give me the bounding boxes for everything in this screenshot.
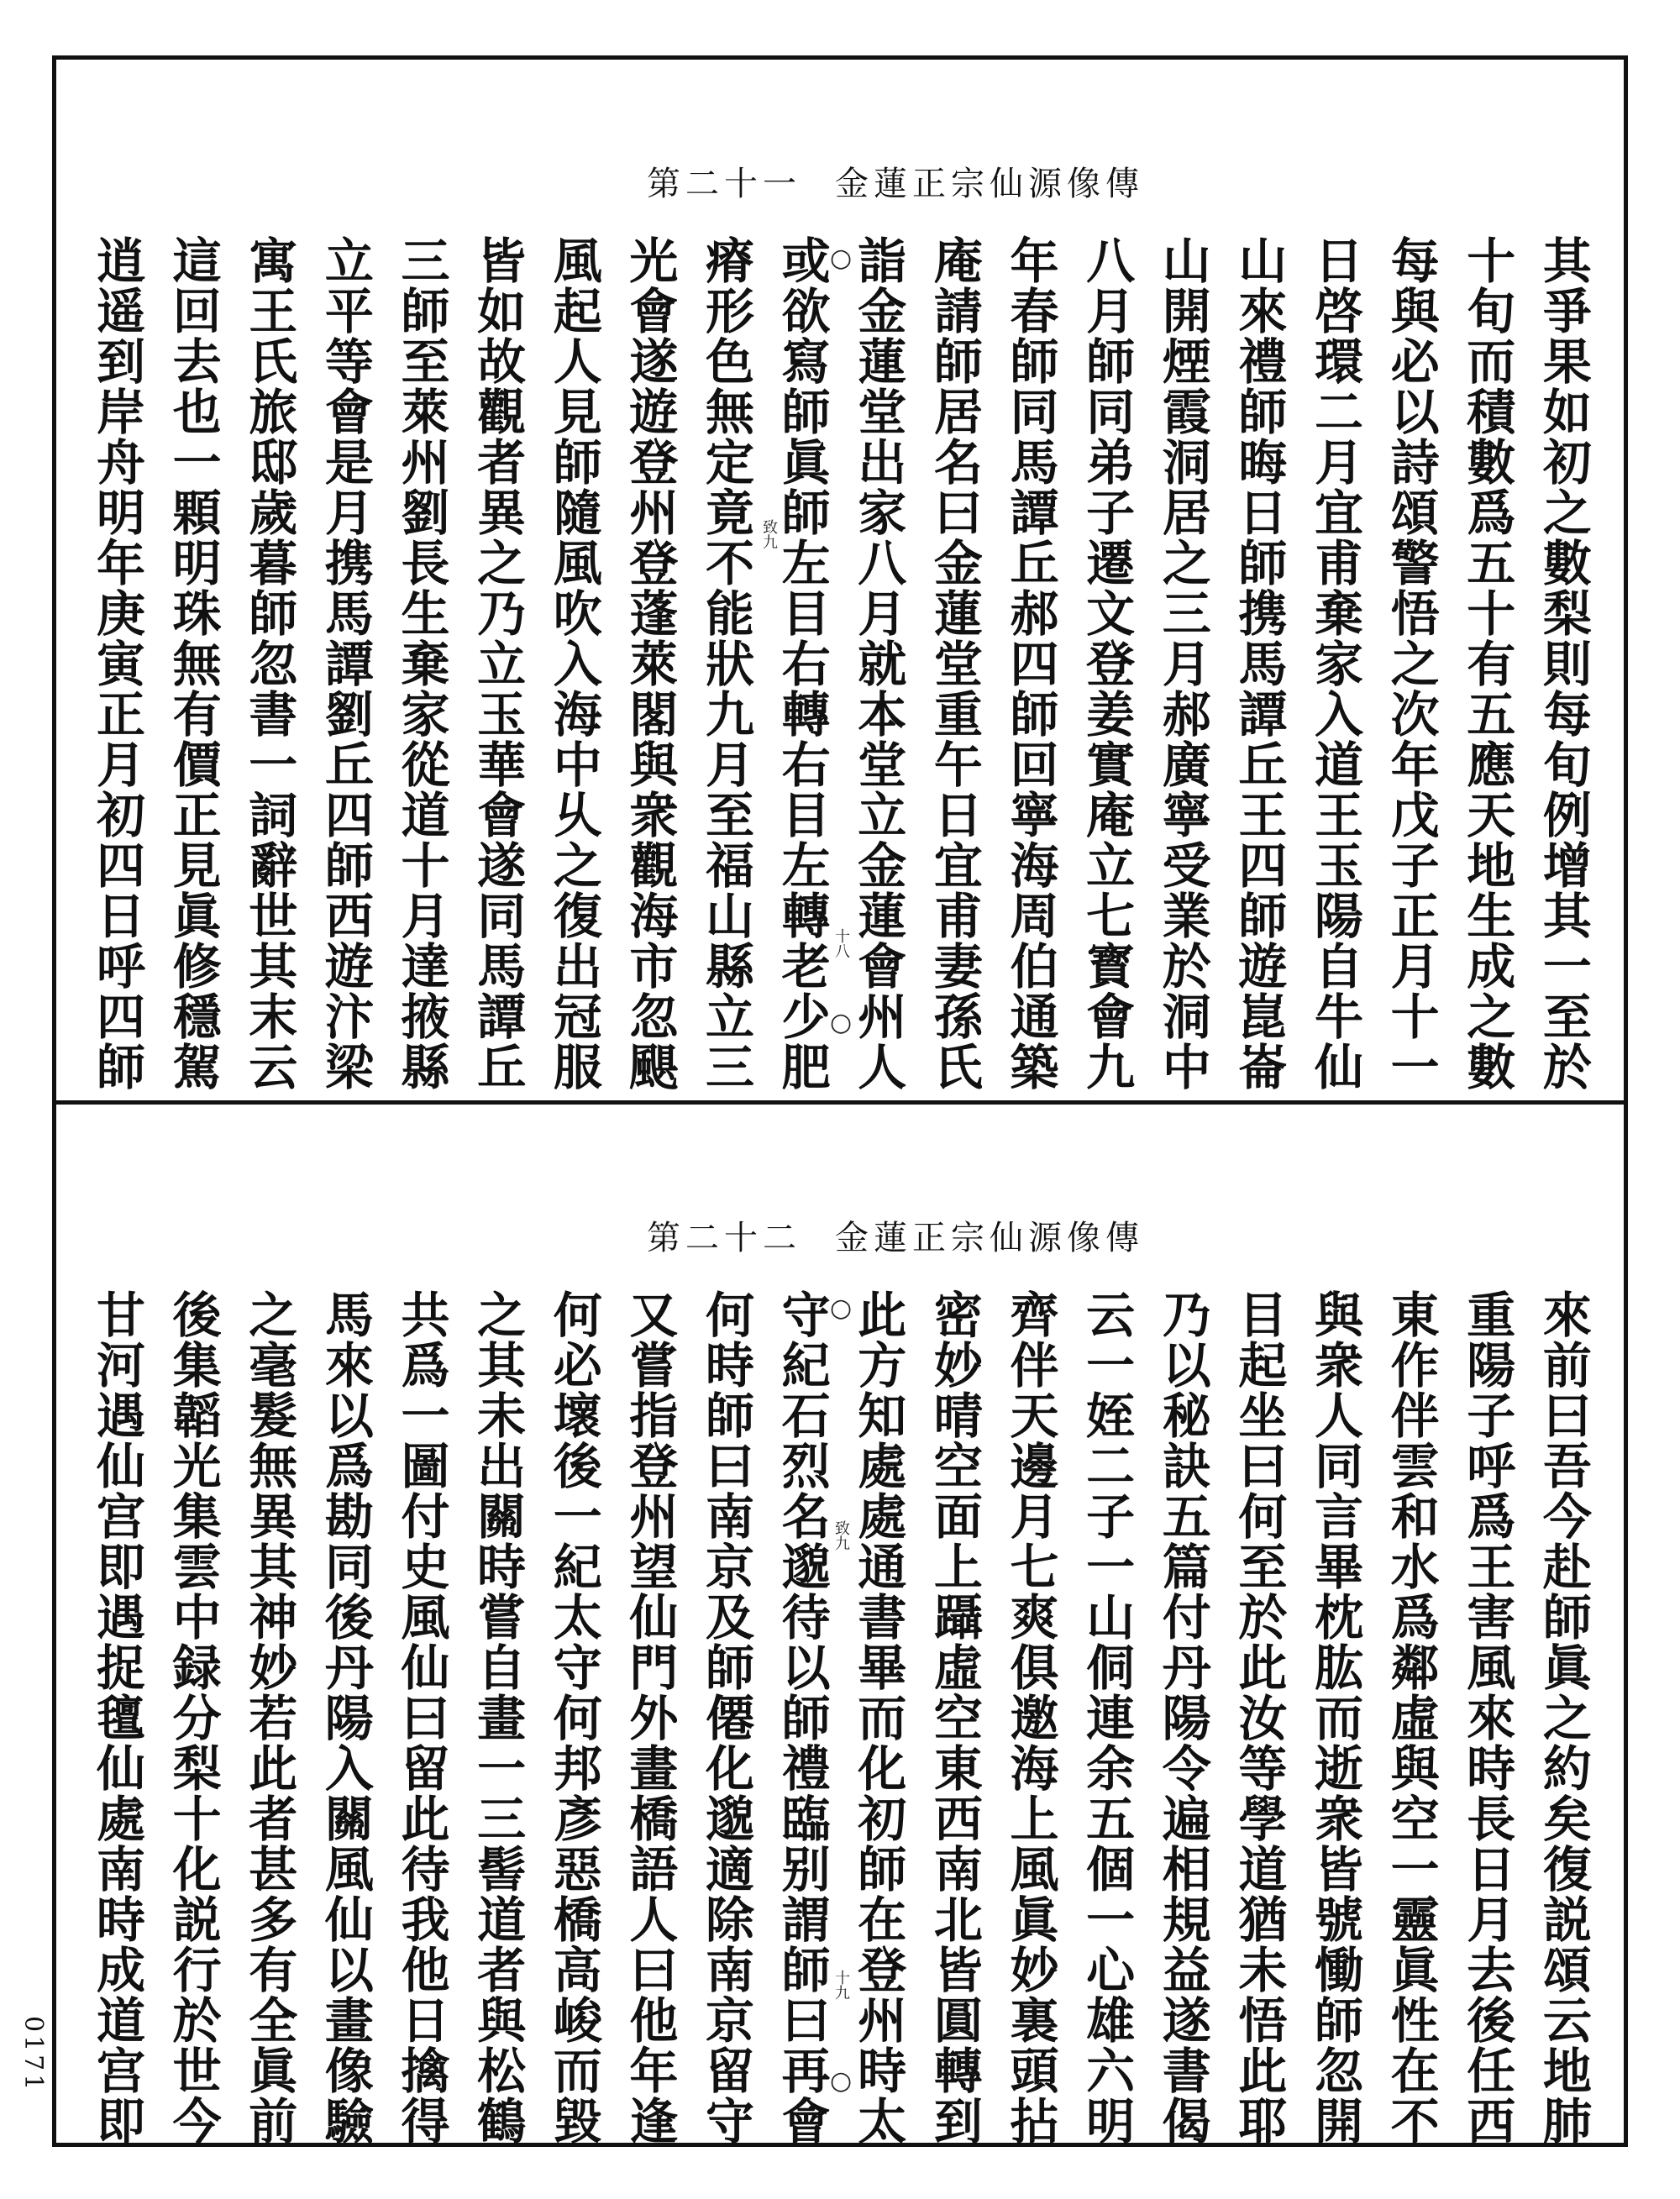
circle-mark: ○	[830, 244, 853, 273]
text-column: 皆如故觀者異之乃立玉華會遂同馬譚丘	[469, 235, 527, 1092]
text-column: 每與必以詩頌警悟之次年戊子正月十一	[1382, 235, 1440, 1092]
text-column: 與衆人同言畢枕肱而逝衆皆號慟師忽開	[1306, 1289, 1363, 2146]
margin-mark: 十八	[832, 928, 850, 958]
top-header-title: 金蓮正宗仙源像傳	[835, 164, 1144, 203]
margin-mark: 致九	[760, 519, 778, 549]
bottom-header	[647, 1210, 1144, 1260]
text-column: 乃以秘訣五篇付丹陽令遍相規益遂書偈	[1153, 1289, 1211, 2146]
margin-mark: 致九	[832, 1520, 850, 1551]
text-column: 日啓環二月宜甫棄家入道王玉陽自牛仙	[1306, 235, 1363, 1092]
top-header	[647, 155, 1144, 206]
top-header-page: 第二十一	[647, 164, 801, 203]
text-column: 其爭果如初之數梨則每旬例增其一至於	[1534, 235, 1592, 1092]
text-column: 庵請師居名曰金蓮堂重午日宜甫妻孫氏	[925, 235, 983, 1092]
text-column: 逍遥到岸舟明年庚寅正月初四日呼四師	[88, 235, 145, 1092]
text-column: 又嘗指登州望仙門外畫橋語人曰他年逢	[621, 1289, 679, 2146]
text-column: 何時師曰南京及師僊化邈適除南京留守	[697, 1289, 754, 2146]
text-column: 重陽子呼爲王害風來時長日月去後任西	[1458, 1289, 1516, 2146]
bottom-header-title: 金蓮正宗仙源像傳	[835, 1218, 1144, 1257]
text-column: 東作伴雲和水爲鄰虛與空一靈眞性在不	[1382, 1289, 1440, 2146]
text-column: 立平等會是月携馬譚劉丘四師西遊汴梁	[316, 235, 374, 1092]
text-column: 云一姪二子一山侗連余五個一心雄六明	[1078, 1289, 1136, 2146]
text-column: 年春師同馬譚丘郝四師回寧海周伯通築	[1001, 235, 1059, 1092]
circle-mark: ○	[830, 1294, 853, 1323]
text-column: 甘河遇仙宫即遇捉氊仙處南時成道宫即	[88, 1289, 145, 2146]
text-column: 瘠形色無定竟不能狀九月至福山縣立三	[697, 235, 754, 1092]
page-number: 0171	[18, 2016, 48, 2094]
text-column: 或欲寫師眞師左目右轉右目左轉老少肥	[773, 235, 831, 1092]
text-column: 守紀石烈名邈待以師禮臨别謂師曰再會	[773, 1289, 831, 2146]
text-column: 之其未出關時嘗自畫一三髻道者與松鶴	[469, 1289, 527, 2146]
text-column: 詣金蓮堂出家八月就本堂立金蓮會州人	[849, 235, 907, 1092]
text-column: 馬來以爲勘同後丹陽入關風仙以畫像驗	[316, 1289, 374, 2146]
page-divider	[52, 1100, 1628, 1105]
text-column: 十旬而積數爲五十有五應天地生成之數	[1458, 235, 1516, 1092]
text-column: 光會遂遊登州登蓬萊閣與衆觀海市忽颶	[621, 235, 679, 1092]
text-column: 八月師同弟子遷文登姜實庵立七寳會九	[1078, 235, 1136, 1092]
text-column: 風起人見師隨風吹入海中乆之復出冠服	[544, 235, 602, 1092]
text-column: 之毫髮無異其神妙若此者甚多有全眞前	[240, 1289, 298, 2146]
text-column: 山開煙霞洞居之三月郝廣寧受業於洞中	[1153, 235, 1211, 1092]
text-column: 後集韜光集雲中録分梨十化説行於世今	[164, 1289, 222, 2146]
circle-mark: ○	[830, 2066, 853, 2096]
bottom-text-columns	[88, 1289, 1592, 2146]
text-column: 這回去也一顆明珠無有價正見眞修穩駕	[164, 235, 222, 1092]
bottom-header-page: 第二十二	[647, 1218, 801, 1257]
text-column: 此方知處處通書畢而化初師在登州時太	[849, 1289, 907, 2146]
text-column: 寓王氏旅邸歲暮師忽書一詞辭世其末云	[240, 235, 298, 1092]
circle-mark: ○	[830, 1008, 853, 1037]
text-column: 山來禮師晦日師携馬譚丘王四師遊崑崙	[1230, 235, 1288, 1092]
text-column: 齊伴天邊月七爽俱邀海上風眞妙裏頭拈	[1001, 1289, 1059, 2146]
text-column: 來前曰吾今赴師眞之約矣復説頌云地肺	[1534, 1289, 1592, 2146]
text-column: 何必壞後一紀太守何邦彥惡橋高峻而毀	[544, 1289, 602, 2146]
text-column: 目起坐曰何至於此汝等學道猶未悟此耶	[1230, 1289, 1288, 2146]
text-column: 共爲一圖付史風仙曰留此待我他日擒得	[392, 1289, 450, 2146]
margin-mark: 十九	[832, 1970, 850, 2000]
text-column: 密妙晴空面上躡虛空東西南北皆圓轉到	[925, 1289, 983, 2146]
text-column: 三師至萊州劉長生棄家從道十月達掖縣	[392, 235, 450, 1092]
